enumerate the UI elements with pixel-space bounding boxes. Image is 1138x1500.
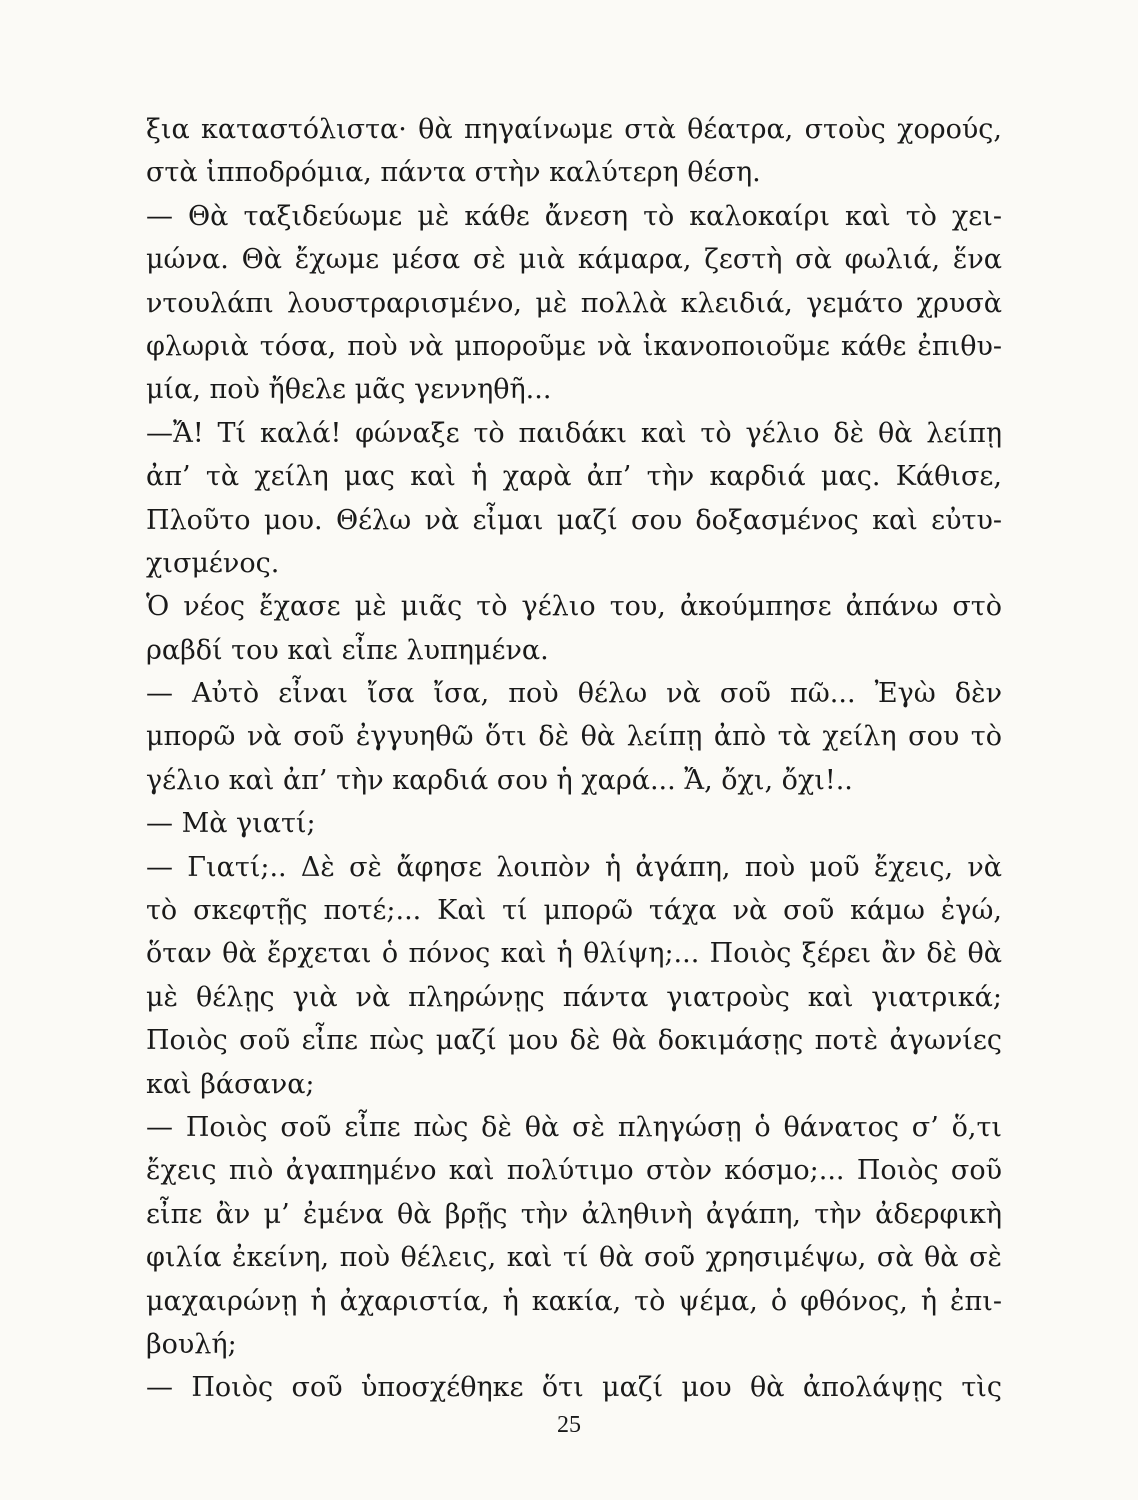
body-text [146,108,1002,1410]
text-line: — Ποιὸς σοῦ εἶπε πὼς δὲ θὰ σὲ πληγώσῃ ὁ θάνατος σ’ ὅ,τι [146,1111,1002,1143]
text-line: Πλοῦτο μου. Θέλω νὰ εἶμαι μαζί σου δοξασμένος καὶ εὐτυ- [146,504,1002,536]
text-line: — Θὰ ταξιδεύωμε μὲ κάθε ἄνεση τὸ καλοκαίρι καὶ τὸ χει- [146,200,1002,232]
text-line: ἀπ’ τὰ χείλη μας καὶ ἡ χαρὰ ἀπ’ τὴν καρδιά μας. Κάθισε, [146,461,1002,493]
text-line: καὶ βάσανα; [146,1068,315,1100]
text-line: φλωριὰ τόσα, ποὺ νὰ μποροῦμε νὰ ἱκανοποιοῦμε κάθε ἐπιθυ- [146,330,1002,362]
text-line: εἶπε ἂν μ’ ἐμένα θὰ βρῇς τὴν ἀληθινὴ ἀγάπη, τὴν ἀδερφικὴ [146,1198,1002,1230]
text-line: — Αὐτὸ εἶναι ἴσα ἴσα, ποὺ θέλω νὰ σοῦ πῶ... Ἐγὼ δὲν [146,678,1002,710]
text-line: Ποιὸς σοῦ εἶπε πὼς μαζί μου δὲ θὰ δοκιμάσῃς ποτὲ ἀγωνίες [146,1025,1002,1057]
text-line: ντουλάπι λουστραρισμένο, μὲ πολλὰ κλειδιά, γεμάτο χρυσὰ [146,287,1002,319]
text-line: στὰ ἱπποδρόμια, πάντα στὴν καλύτερη θέση. [146,157,761,189]
text-line: ραβδί του καὶ εἶπε λυπημένα. [146,634,549,666]
text-line: χισμένος. [146,547,280,579]
text-line: ἔχεις πιὸ ἀγαπημένο καὶ πολύτιμο στὸν κόσμο;... Ποιὸς σοῦ [146,1155,1002,1187]
text-line: — Γιατί;.. Δὲ σὲ ἄφησε λοιπὸν ἡ ἀγάπη, ποὺ μοῦ ἔχεις, νὰ [146,851,1002,883]
text-line: γέλιο καὶ ἀπ’ τὴν καρδιά σου ἡ χαρά... Ἄ, ὄχι, ὄχι!.. [146,764,853,796]
text-line: βουλή; [146,1328,237,1360]
text-line: ὅταν θὰ ἔρχεται ὁ πόνος καὶ ἡ θλίψη;... Ποιὸς ξέρει ἂν δὲ θὰ [146,938,1002,970]
page-number: 25 [557,1412,581,1438]
text-line: μπορῶ νὰ σοῦ ἐγγυηθῶ ὅτι δὲ θὰ λείπῃ ἀπὸ τὰ χείλη σου τὸ [146,721,1002,753]
text-line: τὸ σκεφτῇς ποτέ;... Καὶ τί μπορῶ τάχα νὰ σοῦ κάμω ἐγώ, [146,895,1002,927]
text-line: μαχαιρώνῃ ἡ ἀχαριστία, ἡ κακία, τὸ ψέμα, ὁ φθόνος, ἡ ἐπι- [146,1285,1002,1317]
text-line: ξια καταστόλιστα· θὰ πηγαίνωμε στὰ θέατρα, στοὺς χορούς, [146,114,1002,145]
text-line: — Μὰ γιατί; [146,808,316,840]
text-line: μία, ποὺ ἤθελε μᾶς γεννηθῆ... [146,374,552,406]
text-line: Ὁ νέος ἔχασε μὲ μιᾶς τὸ γέλιο του, ἀκούμπησε ἀπάνω στὸ [146,591,1002,623]
text-line: μὲ θέλῃς γιὰ νὰ πληρώνῃς πάντα γιατροὺς καὶ γιατρικά; [146,981,1002,1013]
text-line: —Ἄ! Τί καλά! φώναξε τὸ παιδάκι καὶ τὸ γέλιο δὲ θὰ λείπῃ [146,417,1002,449]
text-line: μώνα. Θὰ ἔχωμε μέσα σὲ μιὰ κάμαρα, ζεστὴ σὰ φωλιά, ἕνα [146,244,1002,276]
text-line: — Ποιὸς σοῦ ὑποσχέθηκε ὅτι μαζί μου θὰ ἀπολάψῃς τὶς [146,1372,1002,1404]
text-line: φιλία ἐκείνη, ποὺ θέλεις, καὶ τί θὰ σοῦ χρησιμέψω, σὰ θὰ σὲ [146,1242,1002,1274]
